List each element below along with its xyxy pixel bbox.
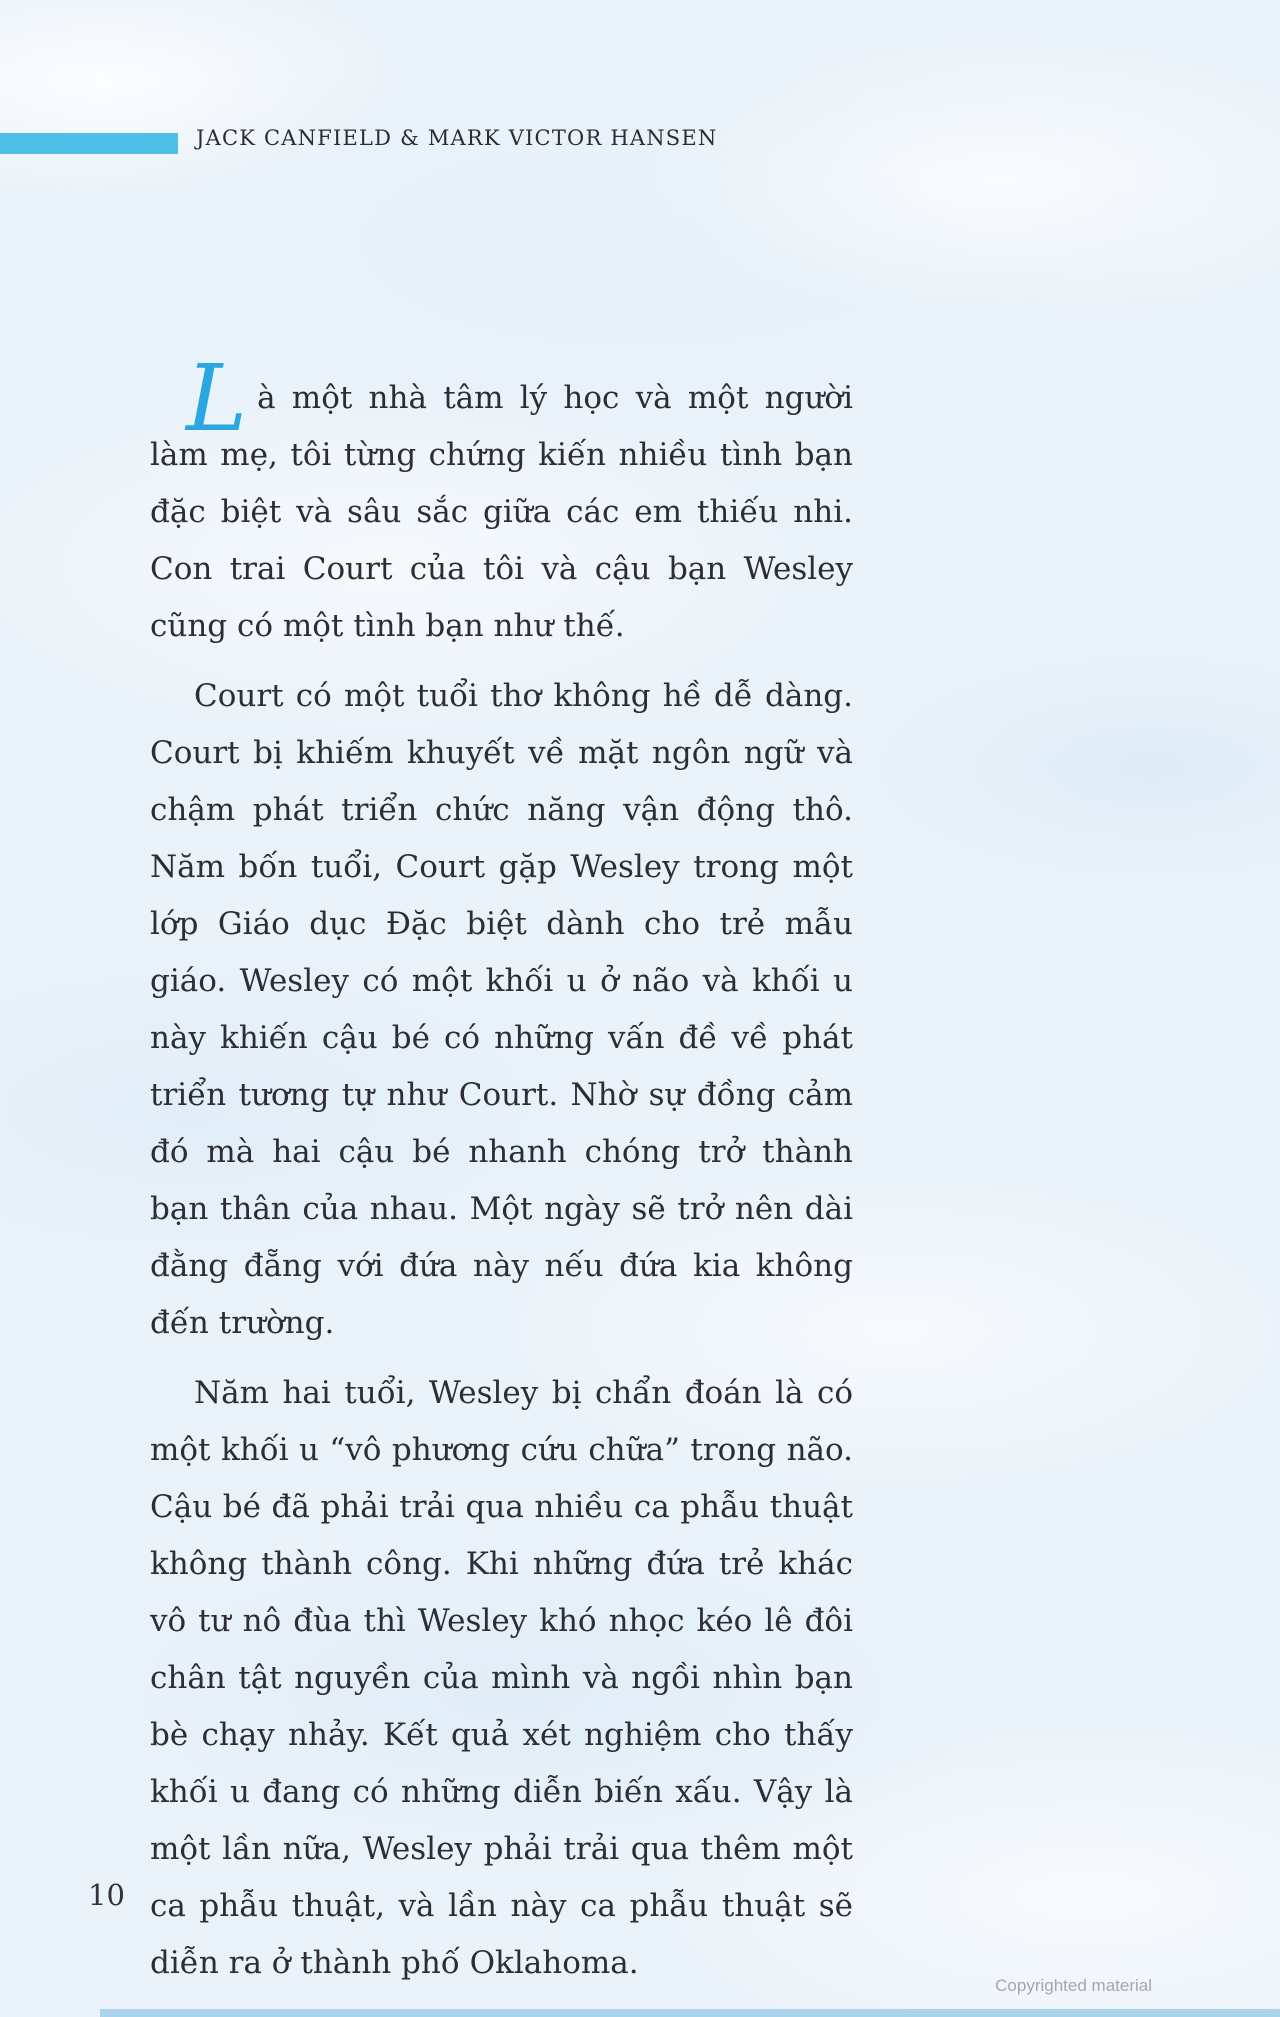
copyright-watermark: Copyrighted material	[995, 1976, 1152, 1995]
paragraph-1	[150, 345, 853, 655]
footer-accent-bar	[100, 2009, 1280, 2017]
paragraph-2: Court có một tuổi thơ không hề dễ dàng. Court bị khiếm khuyết về mặt ngôn ngữ và chậm phát triển chức năng vận động thô. Năm bốn tuổi, Court gặp Wesley trong một lớp Giáo dục Đặc biệt dành cho trẻ mẫu giáo. Wesley có một khối u ở não và khối u này khiến cậu bé có những vấn đề về phát triển tương tự như Court. Nhờ sự đồng cảm đó mà hai cậu bé nhanh chóng trở thành bạn thân của nhau. Một ngày sẽ trở nên dài đằng đẵng với đứa này nếu đứa kia không đến trường.	[150, 678, 853, 1341]
page-number: 10	[88, 1878, 125, 1912]
paragraph-1-text: à một nhà tâm lý học và một người làm mẹ, tôi từng chứng kiến nhiều tình bạn đặc biệt và sâu sắc giữa các em thiếu nhi. Con trai Court của tôi và cậu bạn Wesley cũng có một tình bạn như thế.	[150, 380, 853, 644]
page-body-text	[150, 345, 853, 2005]
running-header-authors: JACK CANFIELD & MARK VICTOR HANSEN	[196, 126, 718, 150]
drop-cap-letter: L	[186, 345, 248, 452]
header-accent-bar	[0, 133, 178, 154]
paragraph-3: Năm hai tuổi, Wesley bị chẩn đoán là có một khối u “vô phương cứu chữa” trong não. Cậu bé đã phải trải qua nhiều ca phẫu thuật không thành công. Khi những đứa trẻ khác vô tư nô đùa thì Wesley khó nhọc kéo lê đôi chân tật nguyền của mình và ngồi nhìn bạn bè chạy nhảy. Kết quả xét nghiệm cho thấy khối u đang có những diễn biến xấu. Vậy là một lần nữa, Wesley phải trải qua thêm một ca phẫu thuật, và lần này ca phẫu thuật sẽ diễn ra ở thành phố Oklahoma.	[150, 1375, 853, 1981]
